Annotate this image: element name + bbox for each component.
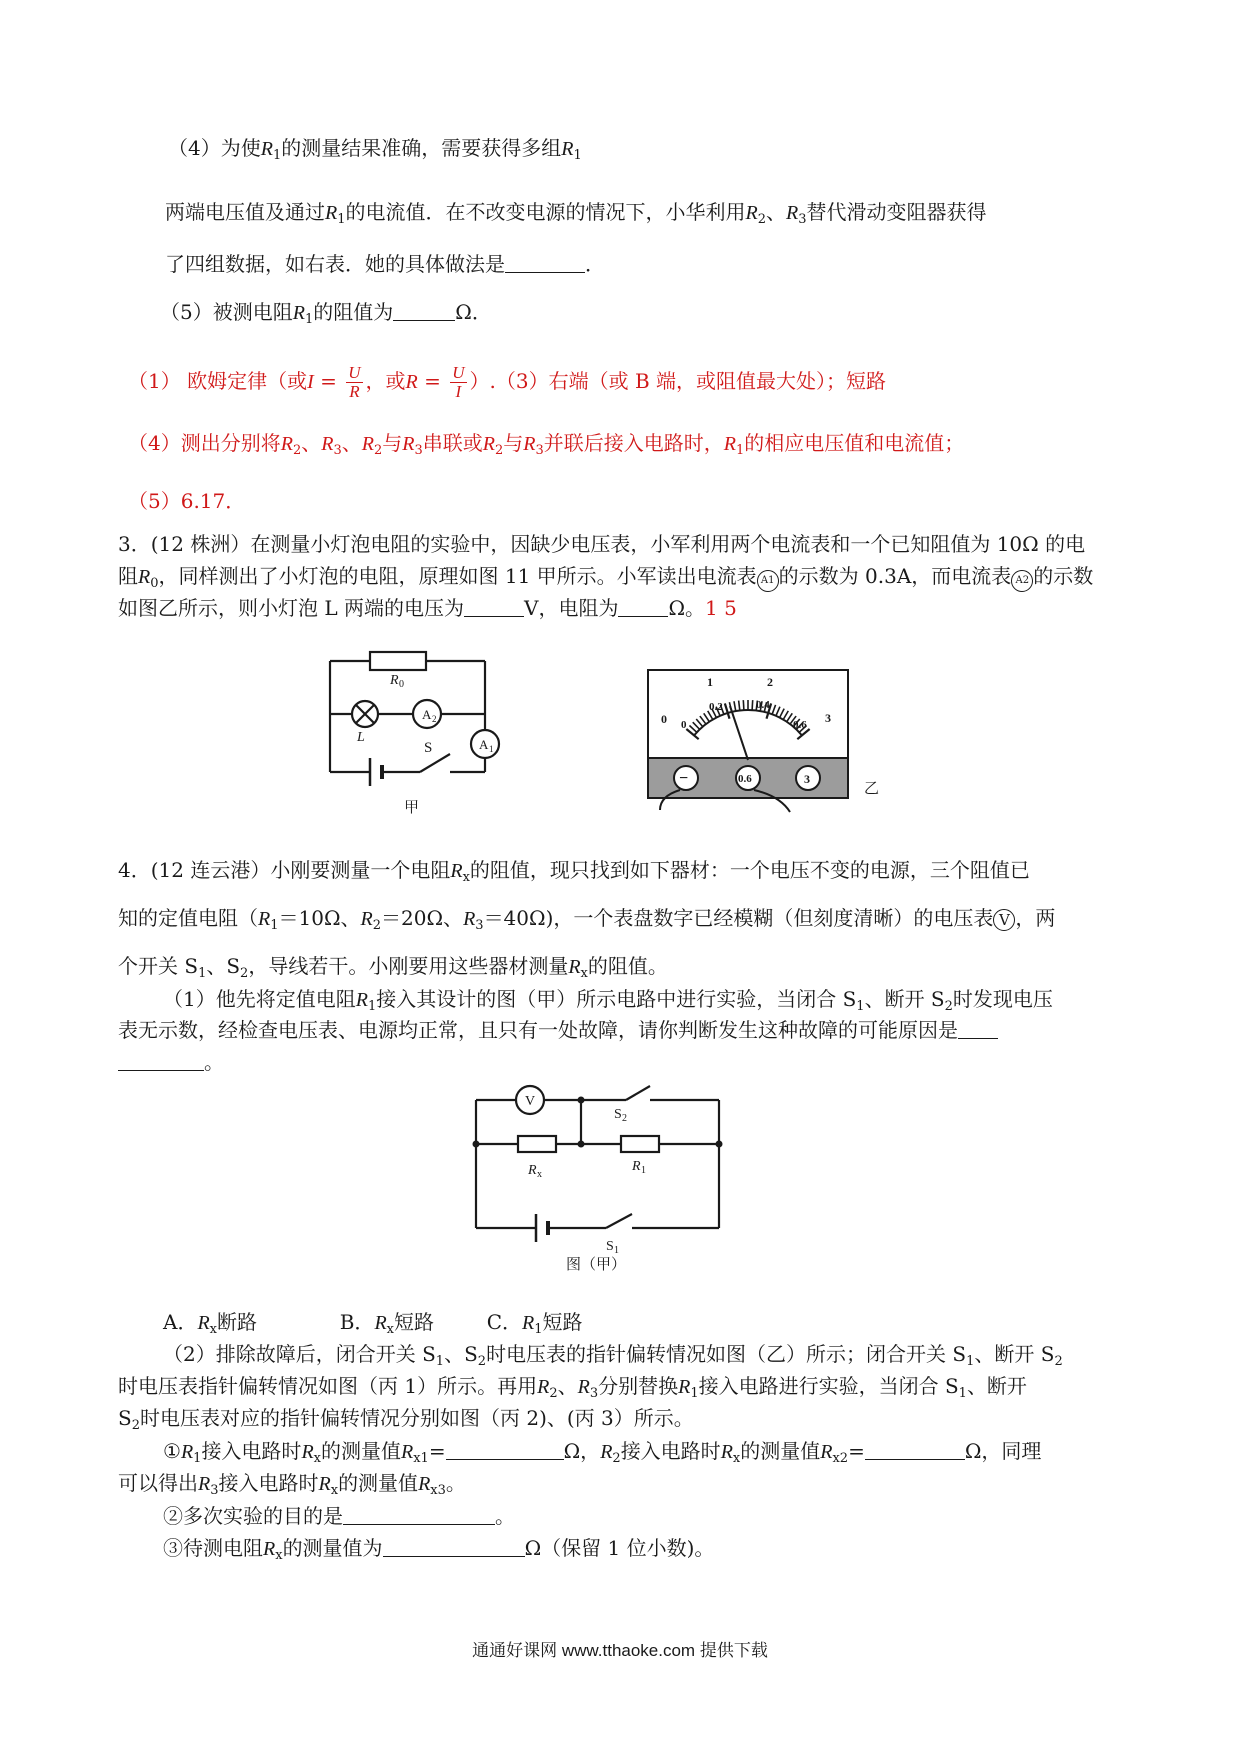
- caption-fig4: 图（甲）: [566, 1257, 627, 1273]
- switch-s2-icon: [626, 1086, 650, 1100]
- caption-jia: 甲: [404, 800, 420, 816]
- q4-part1-line1: （1）他先将定值电阻$R_1$接入其设计的图（甲）所示电路中进行实验，当闭合 $S_1$、断开 $S_2$时发现电压: [163, 987, 1053, 1014]
- svg-text:2: 2: [622, 1113, 627, 1124]
- svg-text:V: V: [525, 1094, 536, 1109]
- label-a2: A: [422, 707, 432, 722]
- answer-blank[interactable]: [343, 1504, 495, 1525]
- svg-text:S: S: [614, 1107, 622, 1122]
- answer-blank[interactable]: [958, 1018, 998, 1039]
- svg-text:1: 1: [707, 675, 713, 689]
- ammeter-dial-yi: [630, 660, 890, 820]
- fraction-u-over-i: $\frac{U}{I}$: [452, 363, 465, 401]
- q4-part2-line2: 时电压表指针偏转情况如图（丙 1）所示。再用$R_2$、$R_3$分别替换$R_1$接入电路进行实验，当闭合 $S_1$、断开: [118, 1374, 1027, 1401]
- part4-line3: 了四组数据，如右表．她的具体做法是 ．: [165, 252, 605, 276]
- q4-line1: 4．(12 连云港）小刚要测量一个电阻$R_x$的阻值，现只找到如下器材：一个电压不变的电源，三个阻值已: [118, 858, 1030, 885]
- svg-text:0.2: 0.2: [709, 701, 723, 713]
- svg-text:0: 0: [661, 712, 667, 726]
- circuit-diagram-jia: [320, 650, 520, 820]
- answer-blank[interactable]: [618, 596, 668, 617]
- footer-text: 通通好课网 www.tthaoke.com 提供下载: [472, 1641, 768, 1660]
- svg-text:1: 1: [489, 744, 494, 754]
- q4-line3: 个开关 $S_1$、$S_2$，导线若干。小刚要用这些器材测量$R_x$的阻值。: [118, 954, 668, 981]
- answer-line-1: （1） 欧姆定律（或I = $\frac{U}{R}$ ，或R = $\frac{U}{I}$ ）.（3）右端（或 B 端，或阻值最大处）；短路: [128, 363, 887, 401]
- q4-part2-line1: （2）排除故障后，闭合开关 $S_1$、$S_2$时电压表的指针偏转情况如图（乙）所示；闭合开关 $S_1$、断开 $S_2$: [163, 1342, 1063, 1369]
- answer-blank[interactable]: [118, 1050, 204, 1071]
- dial-tick: [752, 700, 753, 710]
- option-a[interactable]: A．$R_x$断路: [163, 1310, 258, 1337]
- svg-text:0: 0: [681, 719, 687, 731]
- svg-text:−: −: [679, 770, 689, 787]
- svg-text:S: S: [606, 1239, 614, 1254]
- q4-part2-q3: ③待测电阻$R_x$的测量值为 Ω（保留 1 位小数)。: [163, 1536, 715, 1563]
- circuit-diagram-fig4: [466, 1078, 736, 1278]
- svg-text:0.6: 0.6: [738, 773, 752, 785]
- answer-blank[interactable]: [383, 1536, 525, 1557]
- answer-blank[interactable]: [865, 1439, 965, 1460]
- svg-text:0: 0: [399, 679, 404, 690]
- answer-line-5: （5）6.17．: [128, 489, 246, 513]
- q3-line3: 如图乙所示，则小灯泡 L 两端的电压为 V，电阻为 Ω。1 5: [118, 596, 737, 620]
- svg-text:3: 3: [825, 711, 831, 725]
- part4-line2: 两端电压值及通过$R_1$的电流值．在不改变电源的情况下，小华利用$R_2$、$R_3$替代滑动变阻器获得: [165, 200, 987, 227]
- resistor-rx-icon: [518, 1136, 556, 1152]
- label-r0: R: [390, 673, 399, 688]
- switch-icon: [420, 754, 450, 772]
- label-l: L: [357, 730, 365, 745]
- svg-text:0.6: 0.6: [793, 719, 807, 731]
- answer-line-4: （4）测出分别将$R_2$、$R_3$、$R_2$与$R_3$串联或$R_2$与$R_3$并联后接入电路时，$R_1$的相应电压值和电流值；: [128, 431, 965, 458]
- option-b[interactable]: B．$R_x$短路: [339, 1310, 434, 1337]
- ammeter-a1-icon: A1: [757, 570, 779, 592]
- ammeter-a2-icon: A2: [1011, 570, 1033, 592]
- q4-part1-line3: 。: [118, 1048, 224, 1076]
- svg-text:x: x: [537, 1169, 542, 1180]
- answer-blank[interactable]: [446, 1439, 564, 1460]
- svg-text:R: R: [528, 1163, 537, 1178]
- q3-line1: 3．(12 株洲）在测量小灯泡电阻的实验中，因缺少电压表，小军利用两个电流表和一个已知阻值为 10Ω 的电: [118, 532, 1086, 556]
- caption-yi: 乙: [864, 781, 880, 797]
- answer-blank[interactable]: [393, 300, 455, 321]
- answer-blank[interactable]: [505, 252, 585, 273]
- q4-part1-line2: 表无示数，经检查电压表、电源均正常，且只有一处故障，请你判断发生这种故障的可能原因是: [118, 1016, 998, 1044]
- q3-line2: 阻$R_0$，同样测出了小灯泡的电阻，原理如图 11 甲所示。小军读出电流表 A1 的示数为 0.3A，而电流表 A2 的示数: [118, 564, 1094, 591]
- q4-part2-line3: $S_2$时电压表对应的指针偏转情况分别如图（丙 2)、(丙 3）所示。: [118, 1406, 694, 1433]
- resistor-r0-icon: [370, 652, 426, 670]
- q4-part2-q1: $①R_1$接入电路时$R_x$的测量值$R_{x1}= \Omega$，$R_2$接入电路时$R_x$的测量值$R_{x2}= \Omega$，同理: [163, 1439, 1042, 1466]
- option-c[interactable]: C．$R_1$短路: [486, 1310, 583, 1337]
- fraction-u-over-r: $\frac{U}{R}$: [348, 363, 361, 401]
- svg-text:3: 3: [804, 772, 810, 786]
- svg-text:2: 2: [432, 714, 437, 724]
- svg-text:1: 1: [614, 1245, 619, 1256]
- voltmeter-icon: V: [993, 909, 1015, 931]
- switch-s1-icon: [606, 1214, 632, 1228]
- q4-options: [163, 1308, 583, 1344]
- svg-text:R: R: [632, 1159, 641, 1174]
- svg-text:2: 2: [767, 675, 773, 689]
- svg-text:0.4: 0.4: [756, 699, 770, 711]
- q3-answer: 1 5: [705, 596, 737, 620]
- label-a1: A: [479, 737, 489, 752]
- part4-line1: （4）为使$R_1$的测量结果准确，需要获得多组$R_1$: [168, 136, 582, 163]
- svg-text:1: 1: [641, 1165, 646, 1176]
- q4-part2-q2: ②多次实验的目的是 。: [163, 1504, 515, 1528]
- part5-line: （5）被测电阻$R_1$的阻值为 Ω．: [160, 300, 492, 327]
- label-s: S: [424, 740, 433, 756]
- resistor-r1-icon: [621, 1136, 659, 1152]
- q4-line2: 知的定值电阻（$R_1=10\Omega$、$R_2=20\Omega$、$R_3=40\Omega$)，一个表盘数字已经模糊（但刻度清晰）的电压表 V ，两: [118, 906, 1056, 933]
- dial-tick: [743, 700, 744, 710]
- answer-blank[interactable]: [464, 596, 524, 617]
- q4-part2-q1-line2: 可以得出$R_3$接入电路时$R_x$的测量值$R_{x3}$。: [118, 1471, 466, 1498]
